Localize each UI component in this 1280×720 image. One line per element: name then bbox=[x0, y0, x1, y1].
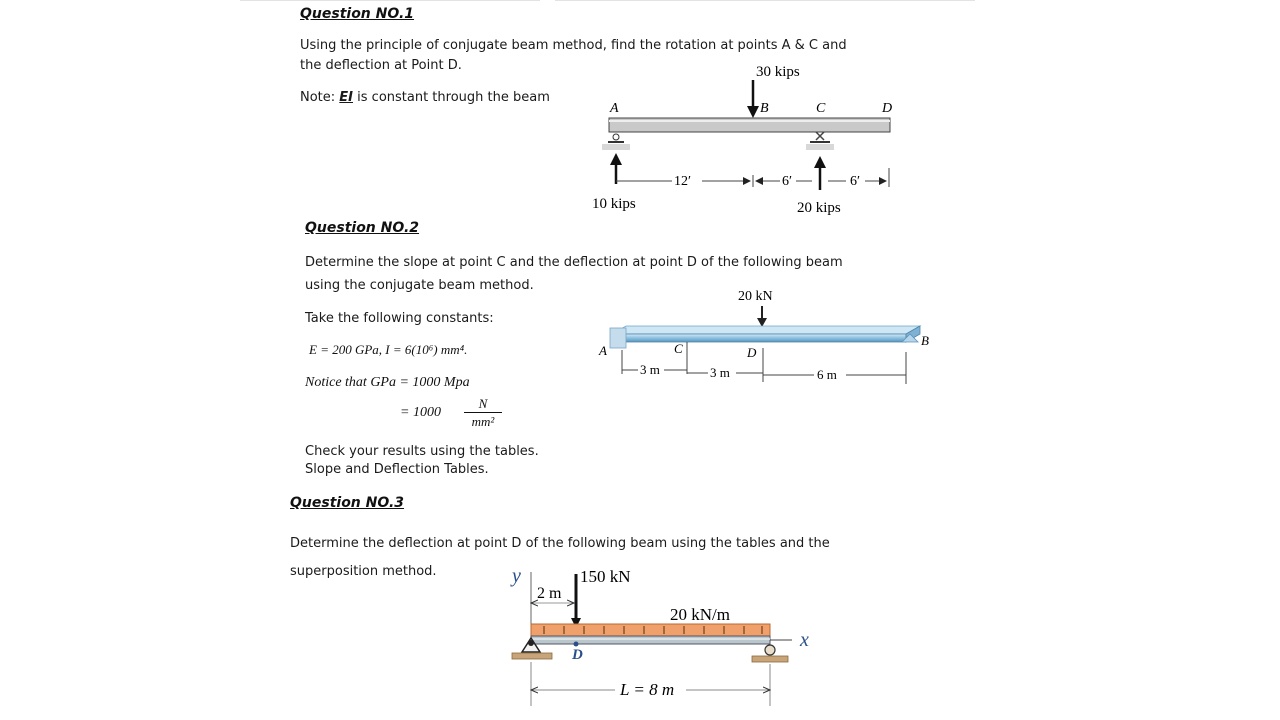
q3-heading: Question NO.3 bbox=[290, 495, 405, 511]
q2-fixed-wall-a bbox=[610, 328, 626, 348]
q3-point-d-marker bbox=[574, 642, 579, 647]
q3-distributed-load bbox=[531, 624, 770, 636]
q1-note-ei: EI bbox=[339, 90, 354, 105]
q2-beam bbox=[612, 334, 906, 342]
q1-label-b: B bbox=[760, 101, 769, 116]
q1-roller-support-c bbox=[806, 132, 834, 150]
q1-beam-figure bbox=[580, 60, 920, 220]
q2-text-line1: Determine the slope at point C and the deflection at point D of the following beam bbox=[305, 255, 843, 270]
q2-constants-label: Take the following constants: bbox=[305, 311, 494, 326]
q2-notice: Notice that GPa = 1000 Mpa bbox=[305, 375, 470, 390]
q2-check-line2: Slope and Deflection Tables. bbox=[305, 462, 489, 477]
top-divider-left bbox=[240, 0, 540, 1]
q1-heading: Question NO.1 bbox=[300, 6, 415, 22]
q3-x-axis-label: x bbox=[800, 629, 809, 651]
q3-span-label: L = 8 m bbox=[620, 680, 675, 699]
q3-text-line2: superposition method. bbox=[290, 564, 437, 579]
q1-reaction-a-label: 10 kips bbox=[592, 196, 636, 212]
q3-text-line1: Determine the deflection at point D of the following beam using the tables and the bbox=[290, 536, 830, 551]
q2-label-b: B bbox=[921, 333, 929, 348]
q1-label-c: C bbox=[816, 101, 826, 116]
q3-point-load-label: 150 kN bbox=[580, 567, 631, 586]
q2-heading: Question NO.2 bbox=[305, 220, 420, 236]
q2-equation-lhs: = 1000 bbox=[400, 405, 441, 420]
q1-dim-cd: 6′ bbox=[850, 174, 861, 189]
q2-dim-cd: 3 m bbox=[710, 365, 730, 380]
q1-reaction-c-label: 20 kips bbox=[797, 200, 841, 216]
q2-label-a: A bbox=[599, 343, 607, 358]
q1-text-line1: Using the principle of conjugate beam method, find the rotation at points A & C and bbox=[300, 38, 847, 53]
q3-roller-support bbox=[752, 645, 788, 662]
top-divider-right bbox=[555, 0, 975, 1]
q2-equation-denominator: mm² bbox=[471, 414, 495, 429]
q1-text-line2: the deflection at Point D. bbox=[300, 58, 462, 73]
q1-dim-ab: 12′ bbox=[674, 174, 692, 189]
q2-equation-numerator: N bbox=[478, 396, 488, 411]
q1-label-d: D bbox=[882, 101, 893, 116]
q3-dist-load-label: 20 kN/m bbox=[670, 605, 730, 624]
q2-constants: E = 200 GPa, I = 6(10⁶) mm⁴. bbox=[309, 342, 468, 357]
q2-label-c: C bbox=[674, 341, 683, 356]
q1-dim-bc: 6′ bbox=[782, 174, 793, 189]
q2-label-d: D bbox=[747, 345, 757, 360]
q2-beam-figure bbox=[590, 282, 950, 392]
q2-dim-ac: 3 m bbox=[640, 362, 660, 377]
q1-note-suffix: is constant through the beam bbox=[353, 90, 550, 105]
q3-label-d: D bbox=[572, 647, 583, 663]
q1-load-arrowhead bbox=[747, 106, 759, 118]
q3-beam bbox=[531, 636, 770, 644]
q3-dim-ad: 2 m bbox=[537, 585, 562, 602]
q3-beam-figure bbox=[500, 560, 830, 710]
q2-equation-fraction bbox=[462, 396, 504, 429]
q1-pin-support-a bbox=[602, 134, 630, 150]
q2-load-label: 20 kN bbox=[738, 289, 773, 304]
q1-note-prefix: Note: bbox=[300, 90, 340, 105]
q1-load-label: 30 kips bbox=[756, 64, 800, 80]
q1-label-a: A bbox=[610, 101, 619, 116]
q2-check-line1: Check your results using the tables. bbox=[305, 444, 539, 459]
q1-note bbox=[300, 90, 550, 105]
q2-dim-db: 6 m bbox=[817, 367, 837, 382]
q2-text-line2: using the conjugate beam method. bbox=[305, 278, 534, 293]
q3-y-axis-label: y bbox=[512, 565, 521, 587]
